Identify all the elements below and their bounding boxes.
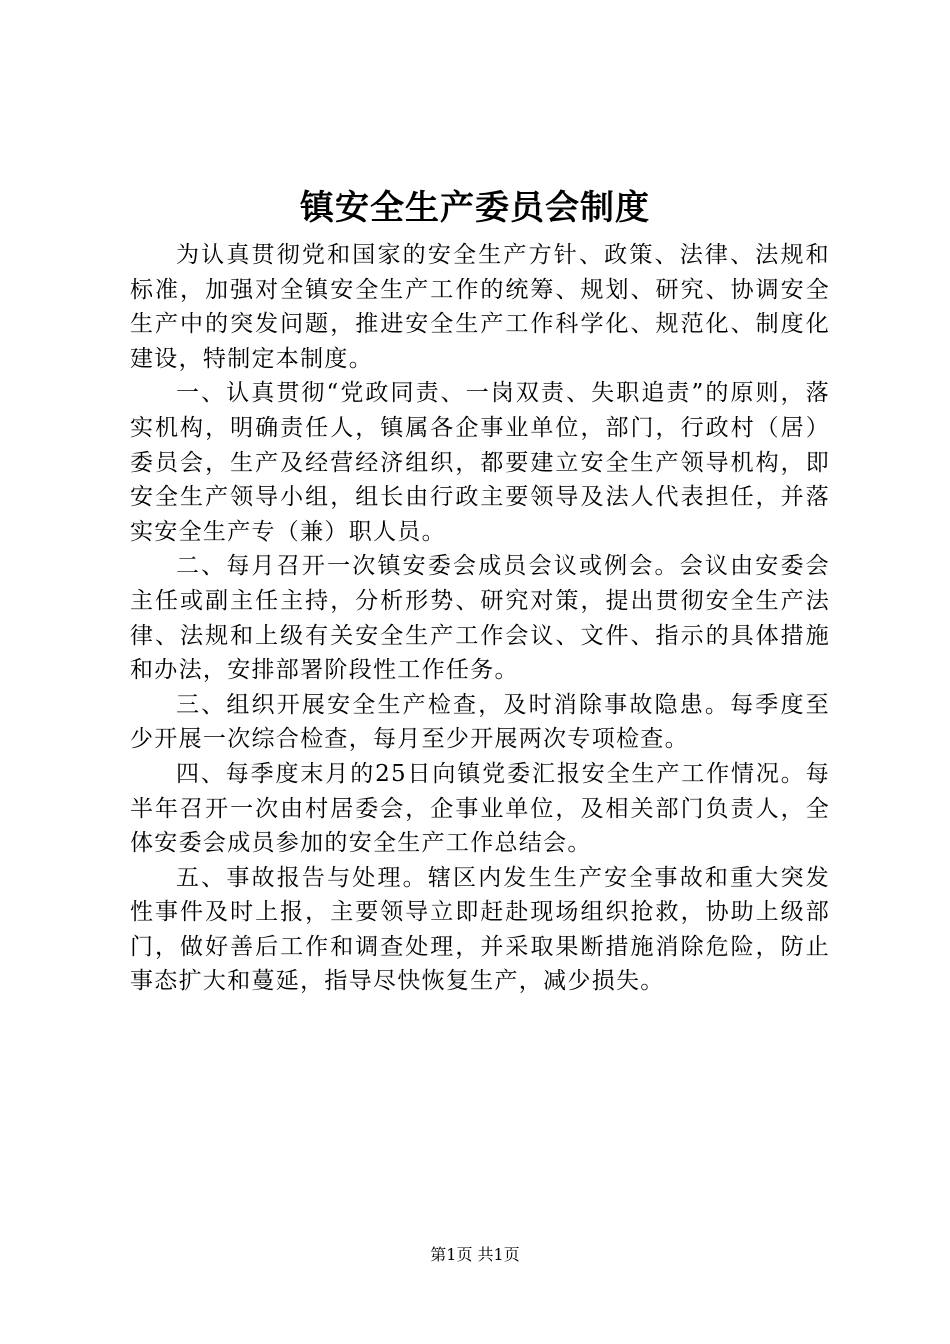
paragraph-item-1: 一、认真贯彻“党政同责、一岗双责、失职追责”的原则，落实机构，明确责任人，镇属各企事业单位，部门，行政村（居）委员会，生产及经营经济组织，都要建立安全生产领导机构，即安全生产领导小组，组长由行政主要领导及法人代表担任，并落实安全生产专（兼）职人员。 bbox=[130, 380, 830, 545]
paragraph-item-5: 五、事故报告与处理。辖区内发生生产安全事故和重大突发性事件及时上报，主要领导立即赶赴现场组织抢救，协助上级部门，做好善后工作和调查处理，并采取果断措施消除危险，防止事态扩大和蔓延，指导尽快恢复生产，减少损失。 bbox=[130, 864, 830, 995]
paragraph-item-4: 四、每季度末月的25日向镇党委汇报安全生产工作情况。每半年召开一次由村居委会，企事业单位，及相关部门负责人，全体安委会成员参加的安全生产工作总结会。 bbox=[130, 760, 830, 857]
document-body bbox=[130, 238, 830, 999]
document-title: 镇安全生产委员会制度 bbox=[300, 188, 650, 228]
paragraph-item-2: 二、每月召开一次镇安委会成员会议或例会。会议由安委会主任或副主任主持，分析形势、研究对策，提出贯彻安全生产法律、法规和上级有关安全生产工作会议、文件、指示的具体措施和办法，安排部署阶段性工作任务。 bbox=[130, 553, 830, 684]
paragraph-intro: 为认真贯彻党和国家的安全生产方针、政策、法律、法规和标准，加强对全镇安全生产工作的统筹、规划、研究、协调安全生产中的突发问题，推进安全生产工作科学化、规范化、制度化建设，特制定本制度。 bbox=[130, 242, 830, 372]
page-footer: 第1页 共1页 bbox=[430, 1245, 520, 1264]
paragraph-item-3: 三、组织开展安全生产检查，及时消除事故隐患。每季度至少开展一次综合检查，每月至少开展两次专项检查。 bbox=[130, 691, 830, 753]
